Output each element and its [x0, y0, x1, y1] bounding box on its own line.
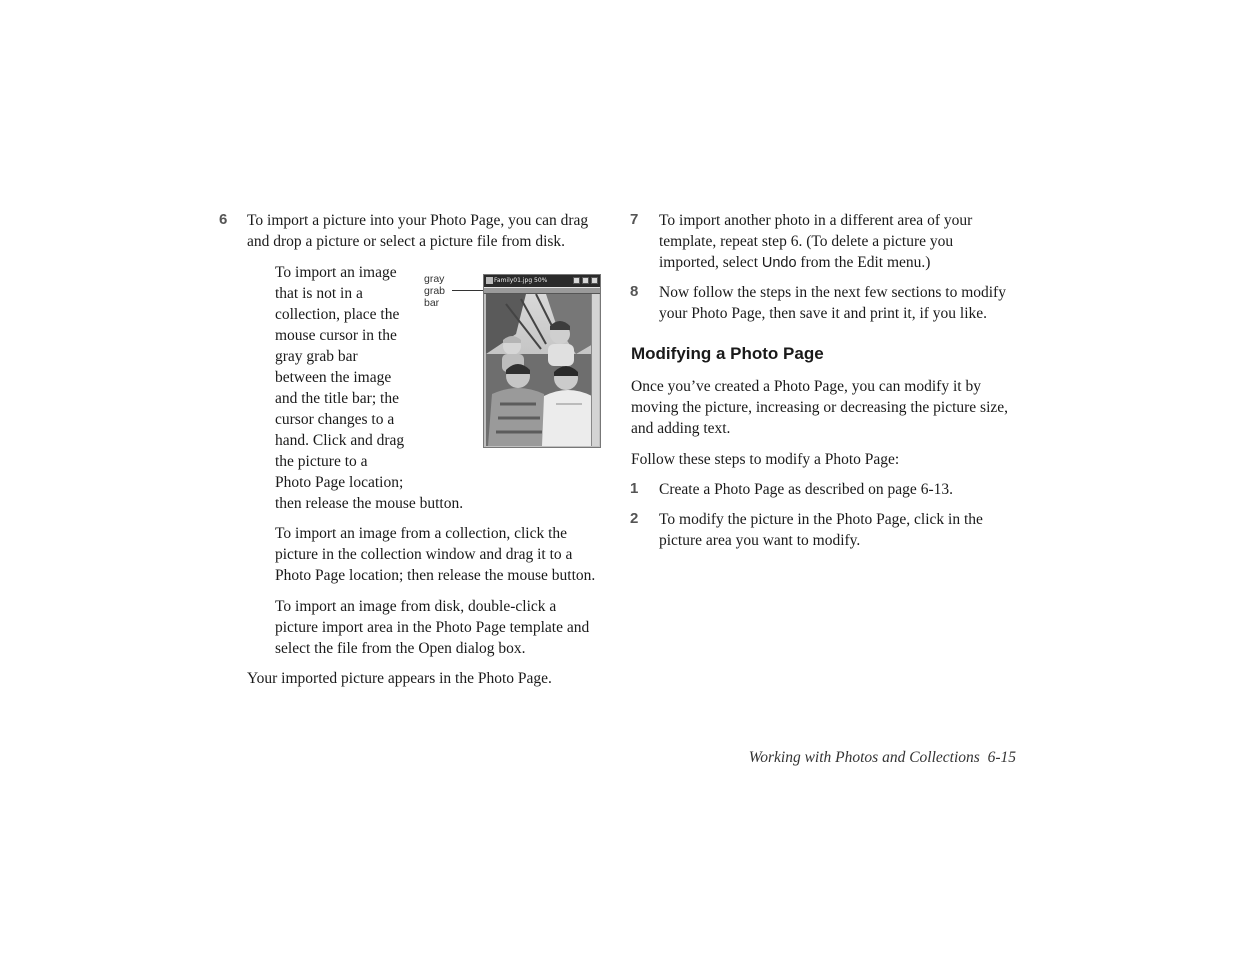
paragraph-line: select the file from the Open dialog box. [275, 640, 526, 657]
step-7-line-3-post: from the Edit menu.) [796, 254, 931, 271]
gray-grab-bar [484, 287, 600, 294]
wrap-line: the picture to a [275, 453, 368, 470]
wrap-line: mouse cursor in the [275, 327, 397, 344]
page-number: 6-15 [987, 749, 1016, 766]
result-paragraph: Your imported picture appears in the Photo Page. [247, 670, 552, 687]
intro-line: Once you’ve created a Photo Page, you can modify it by [631, 378, 981, 395]
paragraph-line: To import an image from a collection, click the [275, 525, 568, 542]
wrap-line: and the title bar; the [275, 390, 399, 407]
section-intro [631, 376, 1008, 439]
wrap-line: collection, place the [275, 306, 400, 323]
family-photo [486, 294, 593, 446]
step-7-line-1: To import another photo in a different area of your [659, 212, 973, 229]
page-footer [749, 749, 1016, 767]
paragraph-line: To import an image from disk, double-click a [275, 598, 557, 615]
step-8-line-2: your Photo Page, then save it and print it, if you like. [659, 305, 988, 322]
window-scrollbar [591, 294, 599, 446]
step-8-number: 8 [630, 283, 639, 300]
step-6-number: 6 [219, 211, 228, 228]
maximize-icon [582, 277, 589, 284]
step-6-line-2: and drop a picture or select a picture file from disk. [247, 233, 566, 250]
intro-line: and adding text. [631, 420, 731, 437]
wrap-line: cursor changes to a [275, 411, 395, 428]
wrap-line: between the image [275, 369, 392, 386]
window-title-bar [484, 275, 600, 287]
minimize-icon [573, 277, 580, 284]
wrap-line: hand. Click and drag [275, 432, 405, 449]
step-1-number: 1 [630, 480, 639, 497]
step-2-line-1: To modify the picture in the Photo Page, click in the [659, 511, 983, 528]
wrap-line: Photo Page location; [275, 474, 404, 491]
step-7-text [659, 210, 972, 274]
app-icon [486, 277, 493, 284]
wrap-line: To import an image [275, 264, 397, 281]
follow-steps-text: Follow these steps to modify a Photo Page: [631, 451, 900, 468]
collection-import-paragraph [275, 523, 595, 586]
grab-bar-callout [424, 273, 445, 309]
step-1-text: Create a Photo Page as described on page 6-13. [659, 481, 953, 498]
step-8-text [659, 282, 1006, 324]
wrap-line-last: then release the mouse button. [275, 495, 464, 512]
intro-line: moving the picture, increasing or decreasing the picture size, [631, 399, 1009, 416]
step-2-number: 2 [630, 510, 639, 527]
step-6-text [247, 210, 588, 252]
disk-import-paragraph [275, 596, 589, 659]
step-2-line-2: picture area you want to modify. [659, 532, 861, 549]
callout-leader-line [452, 290, 486, 291]
step-7-line-3 [659, 252, 972, 274]
close-icon [591, 277, 598, 284]
step-7-line-3-pre: imported, select [659, 254, 762, 271]
callout-word: bar [424, 297, 440, 309]
wrap-line: that is not in a [275, 285, 363, 302]
step-6-line-1: To import a picture into your Photo Page, you can drag [247, 212, 589, 229]
window-title: Family01.jpg 50% [494, 277, 548, 284]
footer-title: Working with Photos and Collections [748, 749, 980, 766]
step-7-number: 7 [630, 211, 639, 228]
section-heading: Modifying a Photo Page [631, 344, 824, 363]
step-8-line-1: Now follow the steps in the next few sections to modify [659, 284, 1006, 301]
callout-word: gray [424, 273, 445, 285]
callout-word: grab [424, 285, 446, 297]
paragraph-line: picture import area in the Photo Page template and [275, 619, 590, 636]
step-7-line-2: template, repeat step 6. (To delete a picture you [659, 233, 954, 250]
paragraph-line: Photo Page location; then release the mouse button. [275, 567, 596, 584]
undo-command: Undo [761, 255, 797, 271]
step-2-text [659, 509, 983, 551]
wrap-line: gray grab bar [275, 348, 358, 365]
paragraph-line: picture in the collection window and drag it to a [275, 546, 573, 563]
family-photo-image [486, 294, 593, 446]
photo-window-screenshot [483, 274, 601, 448]
